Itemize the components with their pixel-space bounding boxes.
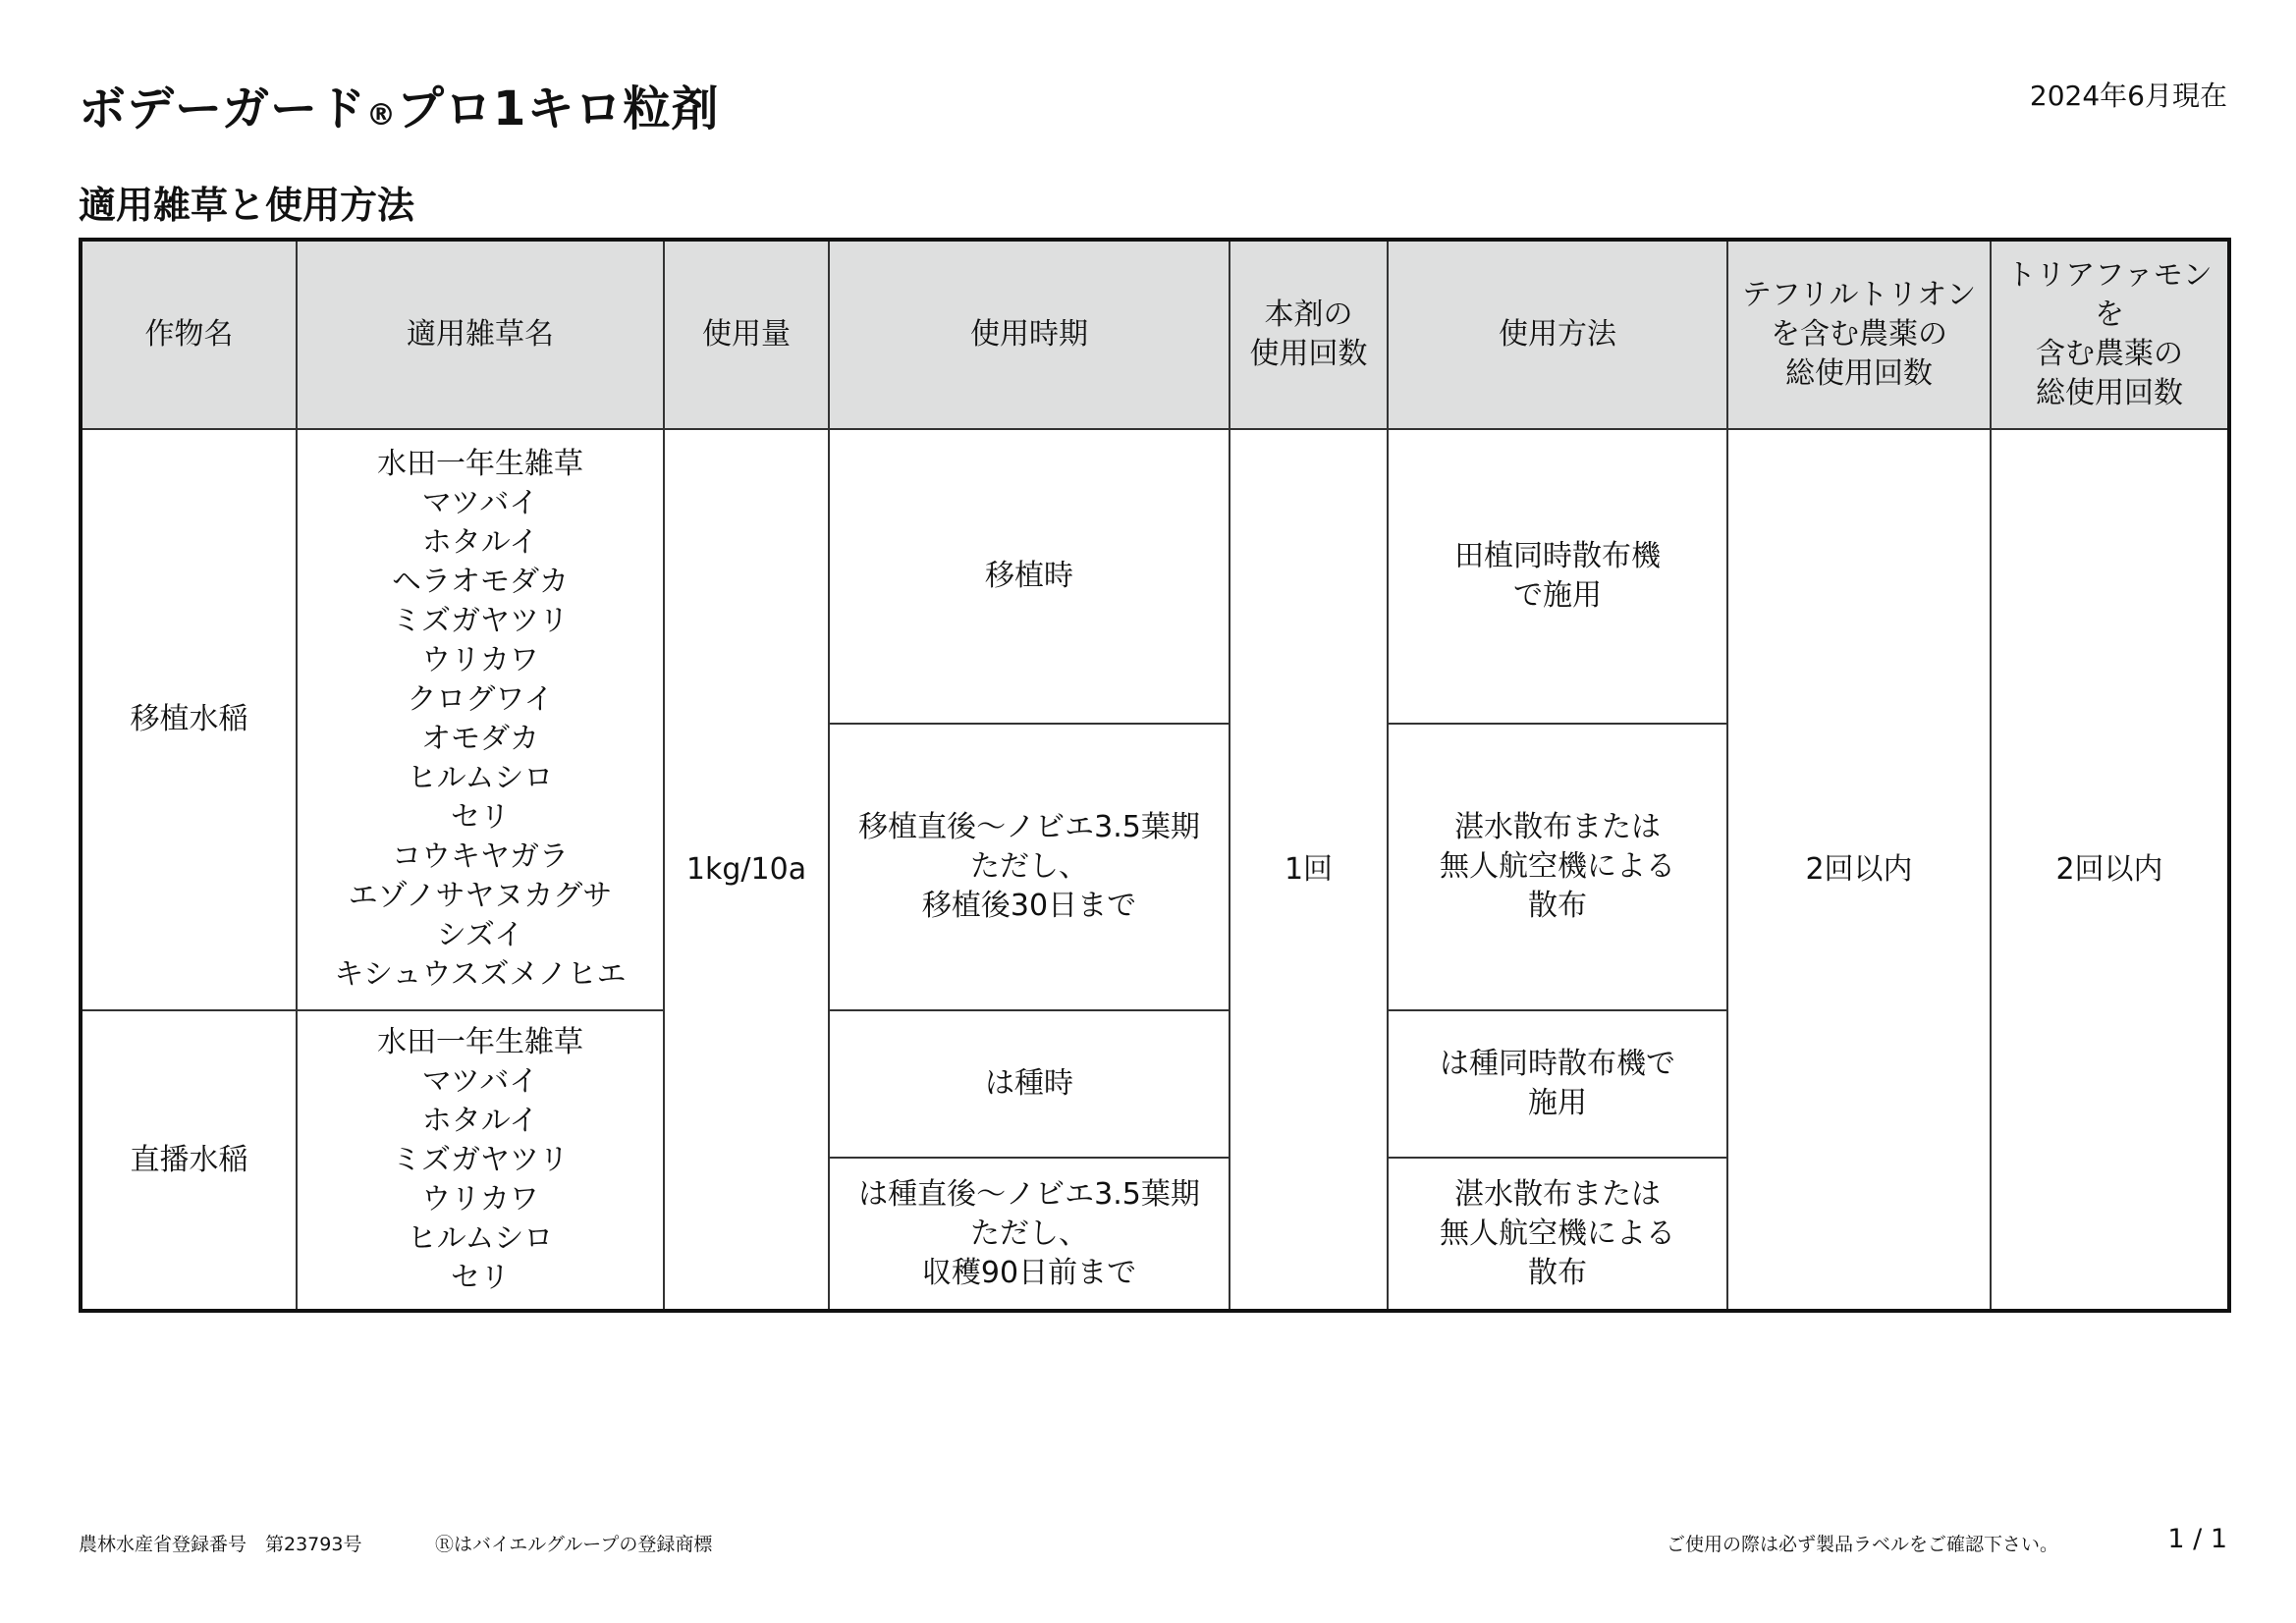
- document-title: [79, 71, 719, 138]
- column-header: 使用量: [664, 240, 829, 429]
- registered-mark: ®: [366, 98, 398, 133]
- weeds-cell: 水田一年生雑草 マツバイ ホタルイ ヘラオモダカ ミズガヤツリ ウリカワ クログワイ オモダカ ヒルムシロ セリ コウキヤガラ エゾノサヤヌカグサ シズイ キシュウスズメノヒエ: [297, 429, 664, 1010]
- weeds-cell: 水田一年生雑草 マツバイ ホタルイ ミズガヤツリ ウリカワ ヒルムシロ セリ: [297, 1010, 664, 1311]
- column-header: 適用雑草名: [297, 240, 664, 429]
- date-label: 2024年6月現在: [2029, 80, 2227, 112]
- method-cell: は種同時散布機で 施用: [1388, 1010, 1727, 1158]
- column-header: トリアファモンを 含む農薬の 総使用回数: [1991, 240, 2229, 429]
- page-number: 1 / 1: [2167, 1524, 2227, 1554]
- registration-number: 農林水産省登録番号 第23793号: [79, 1534, 362, 1555]
- title-rest: プロ1キロ粒剤: [397, 81, 720, 136]
- method-cell: 湛水散布または 無人航空機による 散布: [1388, 724, 1727, 1010]
- column-header: 作物名: [81, 240, 297, 429]
- trademark-note: Ⓡはバイエルグループの登録商標: [435, 1534, 713, 1555]
- usage-table: [79, 238, 2231, 1313]
- section-title: 適用雑草と使用方法: [79, 184, 415, 227]
- label-check-note: ご使用の際は必ず製品ラベルをご確認下さい。: [1667, 1534, 2059, 1555]
- dosage-cell: 1kg/10a: [664, 429, 829, 1311]
- column-header: テフリルトリオン を含む農薬の 総使用回数: [1727, 240, 1991, 429]
- table-row: [81, 429, 2229, 724]
- column-header: 使用時期: [829, 240, 1230, 429]
- timing-cell: は種時: [829, 1010, 1230, 1158]
- title-main: ボデーガード: [79, 81, 367, 136]
- column-header: 本剤の 使用回数: [1230, 240, 1388, 429]
- crop-cell: 移植水稲: [81, 429, 297, 1010]
- table-header-row: [81, 240, 2229, 429]
- column-header: 使用方法: [1388, 240, 1727, 429]
- timing-cell: 移植直後～ノビエ3.5葉期 ただし、 移植後30日まで: [829, 724, 1230, 1010]
- timing-cell: 移植時: [829, 429, 1230, 724]
- method-cell: 湛水散布または 無人航空機による 散布: [1388, 1158, 1727, 1311]
- crop-cell: 直播水稲: [81, 1010, 297, 1311]
- total-triafamone-cell: 2回以内: [1991, 429, 2229, 1311]
- timing-cell: は種直後～ノビエ3.5葉期 ただし、 収穫90日前まで: [829, 1158, 1230, 1311]
- method-cell: 田植同時散布機 で施用: [1388, 429, 1727, 724]
- total-tefuryltrione-cell: 2回以内: [1727, 429, 1991, 1311]
- uses-cell: 1回: [1230, 429, 1388, 1311]
